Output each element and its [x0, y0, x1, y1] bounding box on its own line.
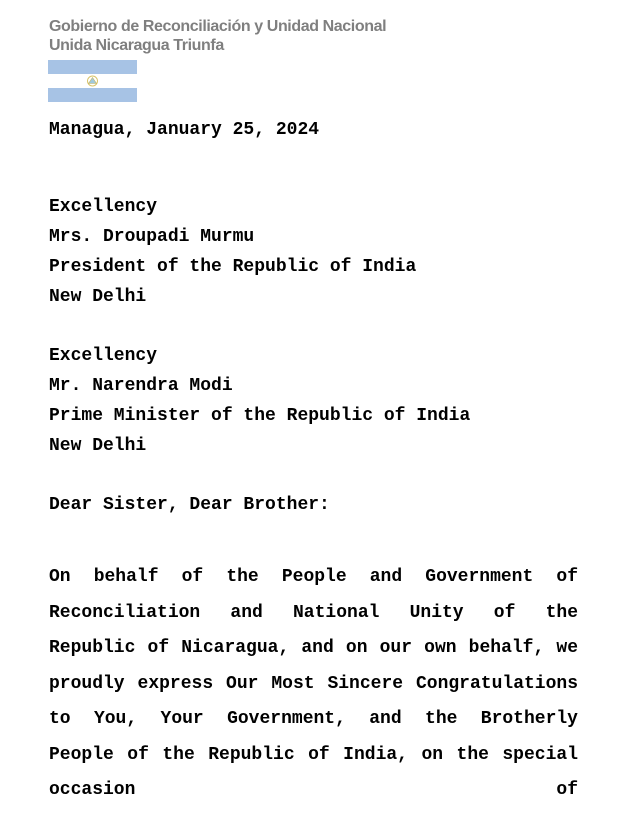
recipient-city: New Delhi — [49, 436, 147, 456]
letterhead-motto: Unida Nicaragua Triunfa — [49, 37, 224, 54]
letter-date: Managua, January 25, 2024 — [49, 120, 320, 140]
letterhead — [49, 17, 386, 55]
recipient-salutation: Excellency — [49, 197, 158, 217]
recipient-title: President of the Republic of India — [49, 257, 417, 277]
recipient-title: Prime Minister of the Republic of India — [49, 406, 471, 426]
recipient-salutation: Excellency — [49, 346, 158, 366]
recipient-name: Mrs. Droupadi Murmu — [49, 227, 255, 247]
nicaragua-flag-icon — [48, 60, 137, 102]
letter-body-paragraph: On behalf of the People and Government of Reconciliation and National Unity of the Republic of Nicaragua, and on our own behalf, we proudly express Our Most Sincere Congratulations to You, Your Government, and the Brotherly People of the Republic of India, on the special occasion of — [49, 567, 578, 800]
recipient-block-prime-minister — [49, 341, 470, 461]
recipient-name: Mr. Narendra Modi — [49, 376, 233, 396]
recipient-block-president — [49, 192, 416, 312]
letterhead-government-name: Gobierno de Reconciliación y Unidad Nacional — [49, 18, 387, 35]
letter-greeting: Dear Sister, Dear Brother: — [49, 495, 330, 515]
recipient-city: New Delhi — [49, 287, 147, 307]
